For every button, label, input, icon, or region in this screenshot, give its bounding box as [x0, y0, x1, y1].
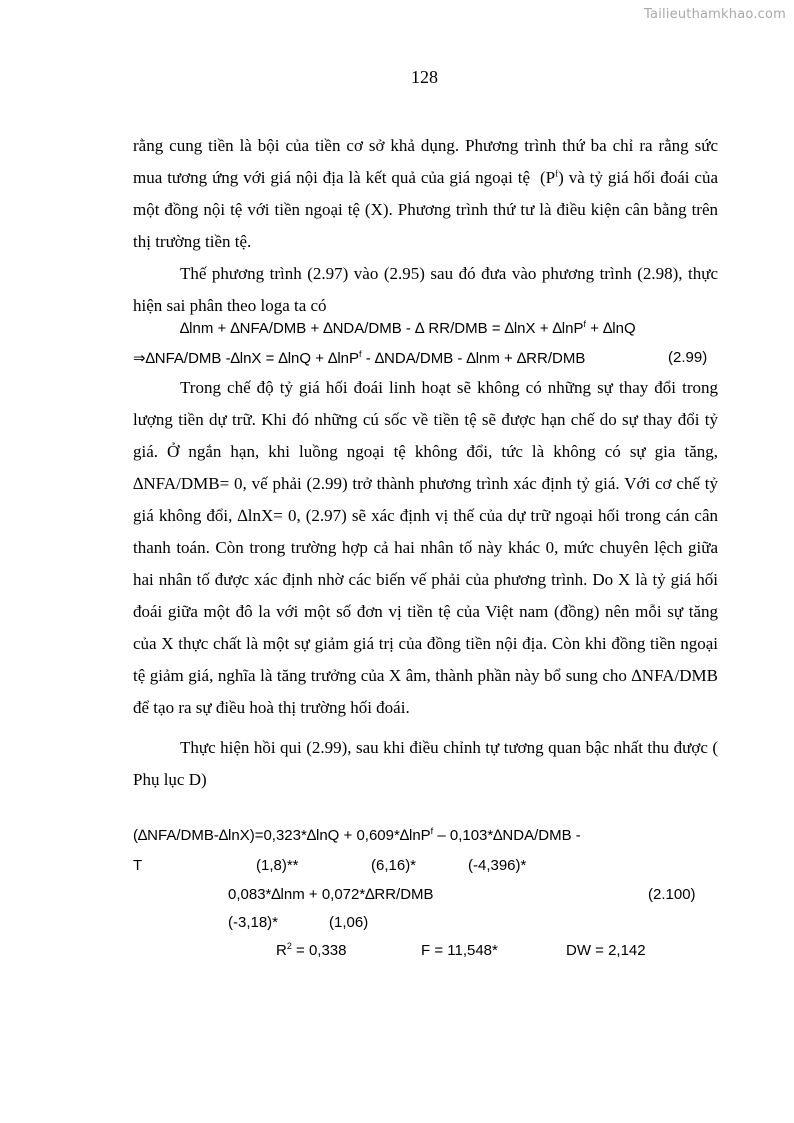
t-stat-1: (1,8)** [256, 857, 299, 874]
pf-symbol: ($P^f$ [539, 168, 559, 187]
equation-2-number: (2.99) [668, 349, 708, 366]
para1-tail: ) và tỷ giá hối đoái của một đồng nội tệ với tiền ngoại tệ (X). Phương trình thứ tư là điều kiện cân bằng trên thị trường tiền tệ. [133, 168, 719, 251]
f-statistic: F = 11,548* [421, 942, 498, 959]
t-stat-2: (6,16)* [371, 857, 417, 874]
t-stat-5: (1,06) [329, 914, 369, 931]
paragraph-1 [133, 130, 718, 258]
equation-1: ∆lnm + ∆NFA/DMB + ∆NDA/DMB - ∆ RR/DMB = ∆lnX + ∆lnP$^f$ + ∆lnQ [180, 319, 636, 337]
t-stat-3: (-4,396)* [468, 857, 527, 874]
equation-2: ⇒∆NFA/DMB -∆lnX = ∆lnQ + ∆lnP$^f$ - ∆NDA/DMB - ∆lnm + ∆RR/DMB [133, 349, 586, 367]
paragraph-2: Thế phương trình (2.97) vào (2.95) sau đó đưa vào phương trình (2.98), thực hiện sai phân theo loga ta có [133, 264, 718, 315]
paragraph-3: Trong chế độ tỷ giá hối đoái linh hoạt sẽ không có những sự thay đổi trong lượng tiền dự trữ. Khi đó những cú sốc về tiền tệ sẽ được hạn chế do sự thay đổi tỷ giá. Ở ngắn hạn, khi luồng ngoại tệ không đổi, tức là không có sự gia tăng, ∆NFA/DMB= 0, vế phải (2.99) trở thành phương trình xác định tỷ giá. Với cơ chế tỷ giá không đổi, ∆lnX= 0, (2.97) sẽ xác định vị thế của dự trữ ngoại hối trong cán cân thanh toán. Còn trong trường hợp cả hai nhân tố này khác 0, mức chuyên lệch giữa hai nhân tố được xác định nhờ các biến vế phải của phương trình. Do X là tỷ giá hối đoái giữa một đô la với một số đơn vị tiền tệ của Việt nam (đồng) nên mỗi sự tăng của X thực chất là một sự giảm giá trị của đồng tiền nội địa. Còn khi đồng tiền ngoại tệ giảm giá, nghĩa là tăng trưởng của X âm, thành phần này bổ sung cho ∆NFA/DMB để tạo ra sự điều hoà thị trường hối đoái. [133, 378, 718, 717]
r-squared: $R^2 = 0,338$ [276, 941, 347, 959]
paragraph-4: Thực hiện hồi qui (2.99), sau khi điều chỉnh tự tương quan bậc nhất thu được ( Phụ lục D) [133, 738, 718, 789]
t-stat-4: (-3,18)* [228, 914, 279, 931]
page-number: 128 [411, 67, 438, 87]
watermark: Tailieuthamkhao.com [644, 7, 786, 22]
para1-text: rằng cung tiền là bội của tiền cơ sở khả dụng. Phương trình thứ ba chỉ ra rằng sức mua tương ứng với giá nội địa là kết quả của giá ngoại tệ [133, 136, 718, 187]
dw-statistic: DW = 2,142 [566, 942, 646, 959]
regression-number: (2.100) [648, 886, 696, 903]
t-stat-label: T [133, 857, 143, 874]
regression-line-1: (∆NFA/DMB-∆lnX)=0,323*∆lnQ + 0,609*∆lnP$^f$ – 0,103*∆NDA/DMB - [133, 826, 581, 844]
regression-line-2: 0,083*∆lnm + 0,072*∆RR/DMB [228, 886, 434, 903]
